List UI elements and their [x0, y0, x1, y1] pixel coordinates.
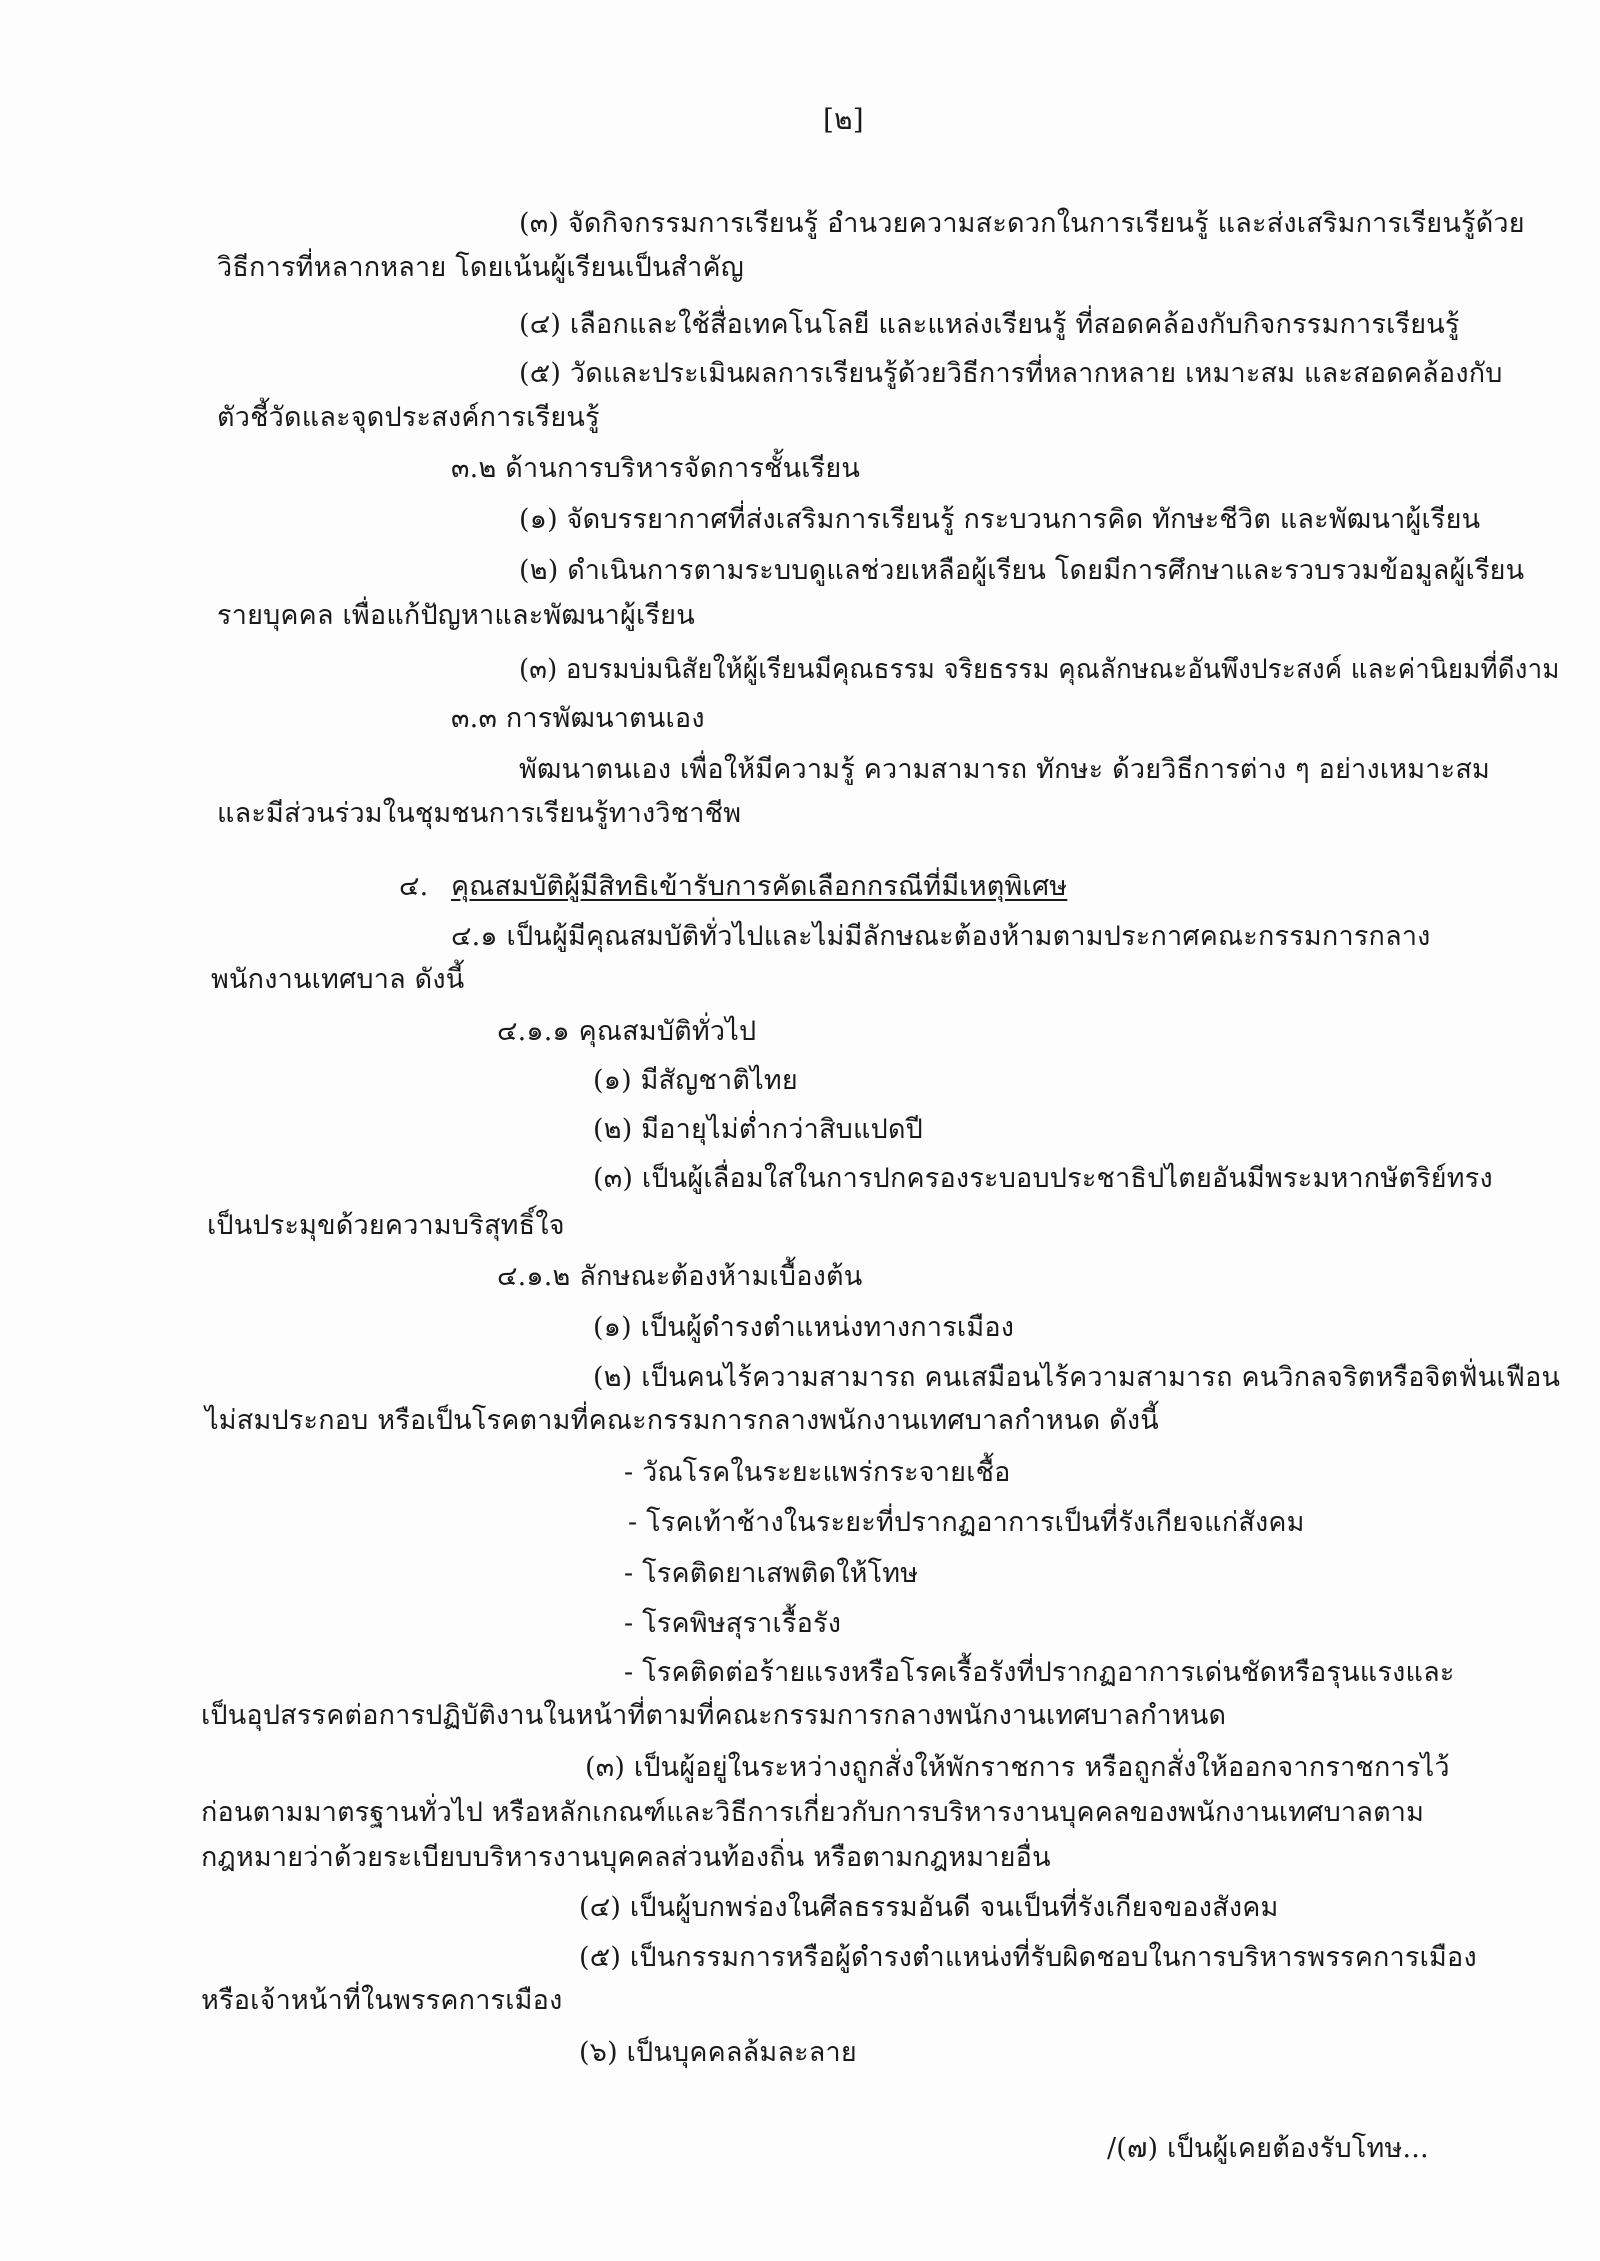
subsection-heading: ๔.๑.๑ คุณสมบัติทั่วไป — [497, 1016, 757, 1047]
disease-item: - โรคพิษสุราเรื้อรัง — [624, 1608, 842, 1639]
list-item: (๑) มีสัญชาติไทย — [593, 1065, 798, 1096]
paragraph-line: ก่อนตามมาตรฐานทั่วไป หรือหลักเกณฑ์และวิธีการเกี่ยวกับการบริหารงานบุคคลของพนักงานเทศบาลตาม — [201, 1797, 1425, 1828]
paragraph-line: (๓) จัดกิจกรรมการเรียนรู้ อำนวยความสะดวกในการเรียนรู้ และส่งเสริมการเรียนรู้ด้วย — [519, 208, 1525, 239]
section-heading: คุณสมบัติผู้มีสิทธิเข้ารับการคัดเลือกกรณีที่มีเหตุพิเศษ — [451, 871, 1068, 902]
list-item: (๓) เป็นผู้เลื่อมใสในการปกครองระบอบประชาธิปไตยอันมีพระมหากษัตริย์ทรง — [593, 1163, 1493, 1194]
disease-item: - โรคติดยาเสพติดให้โทษ — [624, 1558, 919, 1589]
paragraph-line: เป็นอุปสรรคต่อการปฏิบัติงานในหน้าที่ตามที่คณะกรรมการกลางพนักงานเทศบาลกำหนด — [201, 1700, 1227, 1731]
disease-item: - วัณโรคในระยะแพร่กระจายเชื้อ — [624, 1457, 1011, 1488]
list-item: (๖) เป็นบุคคลล้มละลาย — [579, 2037, 857, 2068]
paragraph-line: วิธีการที่หลากหลาย โดยเน้นผู้เรียนเป็นสำคัญ — [217, 252, 744, 283]
subsection-heading: ๓.๓ การพัฒนาตนเอง — [451, 703, 705, 734]
paragraph-line: หรือเจ้าหน้าที่ในพรรคการเมือง — [201, 1985, 563, 2016]
paragraph-line: (๑) จัดบรรยากาศที่ส่งเสริมการเรียนรู้ กระบวนการคิด ทักษะชีวิต และพัฒนาผู้เรียน — [519, 504, 1481, 535]
section-number: ๔. — [399, 871, 429, 902]
paragraph-line: พัฒนาตนเอง เพื่อให้มีความรู้ ความสามารถ ทักษะ ด้วยวิธีการต่าง ๆ อย่างเหมาะสม — [519, 754, 1490, 785]
list-item: (๔) เป็นผู้บกพร่องในศีลธรรมอันดี จนเป็นที่รังเกียจของสังคม — [579, 1892, 1279, 1923]
paragraph-line: เป็นประมุขด้วยความบริสุทธิ์ใจ — [207, 1210, 565, 1241]
subsection-heading: ๔.๑.๒ ลักษณะต้องห้ามเบื้องต้น — [497, 1261, 863, 1292]
paragraph-line: ๔.๑ เป็นผู้มีคุณสมบัติทั่วไปและไม่มีลักษณะต้องห้ามตามประกาศคณะกรรมการกลาง — [451, 921, 1431, 952]
paragraph-line: ไม่สมประกอบ หรือเป็นโรคตามที่คณะกรรมการกลางพนักงานเทศบาลกำหนด ดังนี้ — [205, 1405, 1159, 1436]
page-number: [๒] — [823, 103, 864, 136]
paragraph-line: และมีส่วนร่วมในชุมชนการเรียนรู้ทางวิชาชีพ — [217, 798, 742, 829]
paragraph-line: (๕) วัดและประเมินผลการเรียนรู้ด้วยวิธีการที่หลากหลาย เหมาะสม และสอดคล้องกับ — [519, 358, 1503, 389]
disease-item: - โรคติดต่อร้ายแรงหรือโรคเรื้อรังที่ปรากฏอาการเด่นชัดหรือรุนแรงและ — [624, 1657, 1455, 1688]
paragraph-line: ตัวชี้วัดและจุดประสงค์การเรียนรู้ — [217, 402, 600, 433]
list-item: (๒) มีอายุไม่ต่ำกว่าสิบแปดปี — [593, 1114, 924, 1145]
paragraph-line: รายบุคคล เพื่อแก้ปัญหาและพัฒนาผู้เรียน — [217, 600, 695, 631]
list-item: (๒) เป็นคนไร้ความสามารถ คนเสมือนไร้ความสามารถ คนวิกลจริตหรือจิตฟั่นเฟือน — [593, 1362, 1561, 1393]
paragraph-line: (๒) ดำเนินการตามระบบดูแลช่วยเหลือผู้เรียน โดยมีการศึกษาและรวบรวมข้อมูลผู้เรียน — [519, 555, 1525, 586]
disease-item: - โรคเท้าช้างในระยะที่ปรากฏอาการเป็นที่รังเกียจแก่สังคม — [628, 1507, 1305, 1538]
subsection-heading: ๓.๒ ด้านการบริหารจัดการชั้นเรียน — [451, 453, 861, 484]
list-item: (๕) เป็นกรรมการหรือผู้ดำรงตำแหน่งที่รับผิดชอบในการบริหารพรรคการเมือง — [579, 1942, 1477, 1973]
list-item: (๑) เป็นผู้ดำรงตำแหน่งทางการเมือง — [593, 1312, 1015, 1343]
list-item: (๓) เป็นผู้อยู่ในระหว่างถูกสั่งให้พักราชการ หรือถูกสั่งให้ออกจากราชการไว้ — [585, 1752, 1450, 1783]
paragraph-line: (๔) เลือกและใช้สื่อเทคโนโลยี และแหล่งเรียนรู้ ที่สอดคล้องกับกิจกรรมการเรียนรู้ — [519, 309, 1460, 340]
paragraph-line: (๓) อบรมบ่มนิสัยให้ผู้เรียนมีคุณธรรม จริยธรรม คุณลักษณะอันพึงประสงค์ และค่านิยมที่ดีงาม — [519, 654, 1560, 685]
paragraph-line: พนักงานเทศบาล ดังนี้ — [211, 964, 465, 995]
continuation-note: /(๗) เป็นผู้เคยต้องรับโทษ... — [1107, 2133, 1429, 2164]
paragraph-line: กฎหมายว่าด้วยระเบียบบริหารงานบุคคลส่วนท้องถิ่น หรือตามกฎหมายอื่น — [201, 1842, 1051, 1873]
